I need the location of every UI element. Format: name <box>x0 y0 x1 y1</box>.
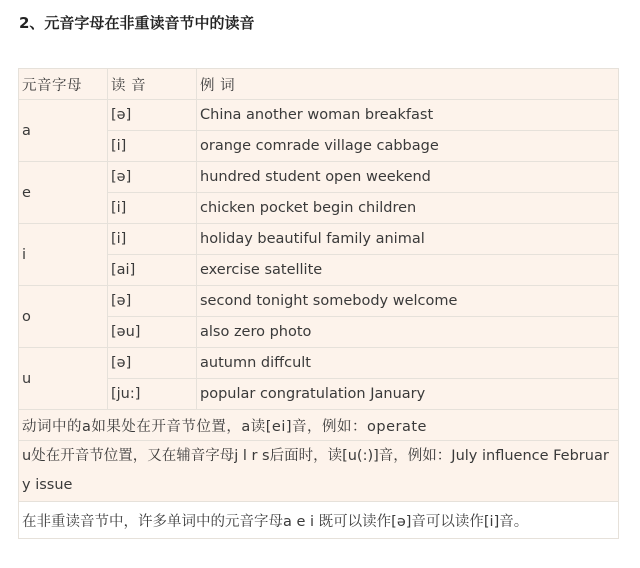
note-unstressed-aei: 在非重读音节中，许多单词中的元音字母a e i 既可以读作[ə]音可以读作[i]音。 <box>19 502 619 539</box>
sound-cell: [i] <box>108 193 197 224</box>
pronunciation-table-container <box>18 68 619 539</box>
examples-cell: second tonight somebody welcome <box>197 286 619 317</box>
examples-cell: also zero photo <box>197 317 619 348</box>
table-note-row <box>19 410 619 441</box>
sound-cell: [ai] <box>108 255 197 286</box>
vowel-letter-cell: i <box>19 224 108 286</box>
sound-cell: [ə] <box>108 100 197 131</box>
table-row <box>19 317 619 348</box>
examples-cell: exercise satellite <box>197 255 619 286</box>
table-row <box>19 193 619 224</box>
table-note-row <box>19 502 619 539</box>
examples-cell: chicken pocket begin children <box>197 193 619 224</box>
examples-cell: holiday beautiful family animal <box>197 224 619 255</box>
sound-cell: [əu] <box>108 317 197 348</box>
sound-cell: [ə] <box>108 348 197 379</box>
table-row <box>19 348 619 379</box>
table-row <box>19 100 619 131</box>
examples-cell: orange comrade village cabbage <box>197 131 619 162</box>
table-row <box>19 379 619 410</box>
examples-cell: popular congratulation January <box>197 379 619 410</box>
vowel-letter-cell: u <box>19 348 108 410</box>
sound-cell: [ju:] <box>108 379 197 410</box>
examples-cell: hundred student open weekend <box>197 162 619 193</box>
header-vowel-letter: 元音字母 <box>19 69 108 100</box>
table-note-row <box>19 441 619 502</box>
header-sound: 读 音 <box>108 69 197 100</box>
table-row <box>19 224 619 255</box>
table-row <box>19 286 619 317</box>
table-header-row <box>19 69 619 100</box>
note-verb-a: 动词中的a如果处在开音节位置，a读[ei]音，例如：operate <box>19 410 619 441</box>
header-examples: 例 词 <box>197 69 619 100</box>
sound-cell: [i] <box>108 224 197 255</box>
examples-cell: China another woman breakfast <box>197 100 619 131</box>
vowel-letter-cell: a <box>19 100 108 162</box>
table-row <box>19 162 619 193</box>
section-heading: 2、元音字母在非重读音节中的读音 <box>19 14 255 32</box>
examples-cell: autumn diffcult <box>197 348 619 379</box>
table-row <box>19 131 619 162</box>
sound-cell: [ə] <box>108 286 197 317</box>
sound-cell: [ə] <box>108 162 197 193</box>
table-row <box>19 255 619 286</box>
sound-cell: [i] <box>108 131 197 162</box>
note-u-after-consonant: u处在开音节位置，又在辅音字母j l r s后面时，读[u(:)]音，例如：July influence February issue <box>19 441 619 502</box>
vowel-letter-cell: e <box>19 162 108 224</box>
pronunciation-table <box>18 68 619 539</box>
vowel-letter-cell: o <box>19 286 108 348</box>
